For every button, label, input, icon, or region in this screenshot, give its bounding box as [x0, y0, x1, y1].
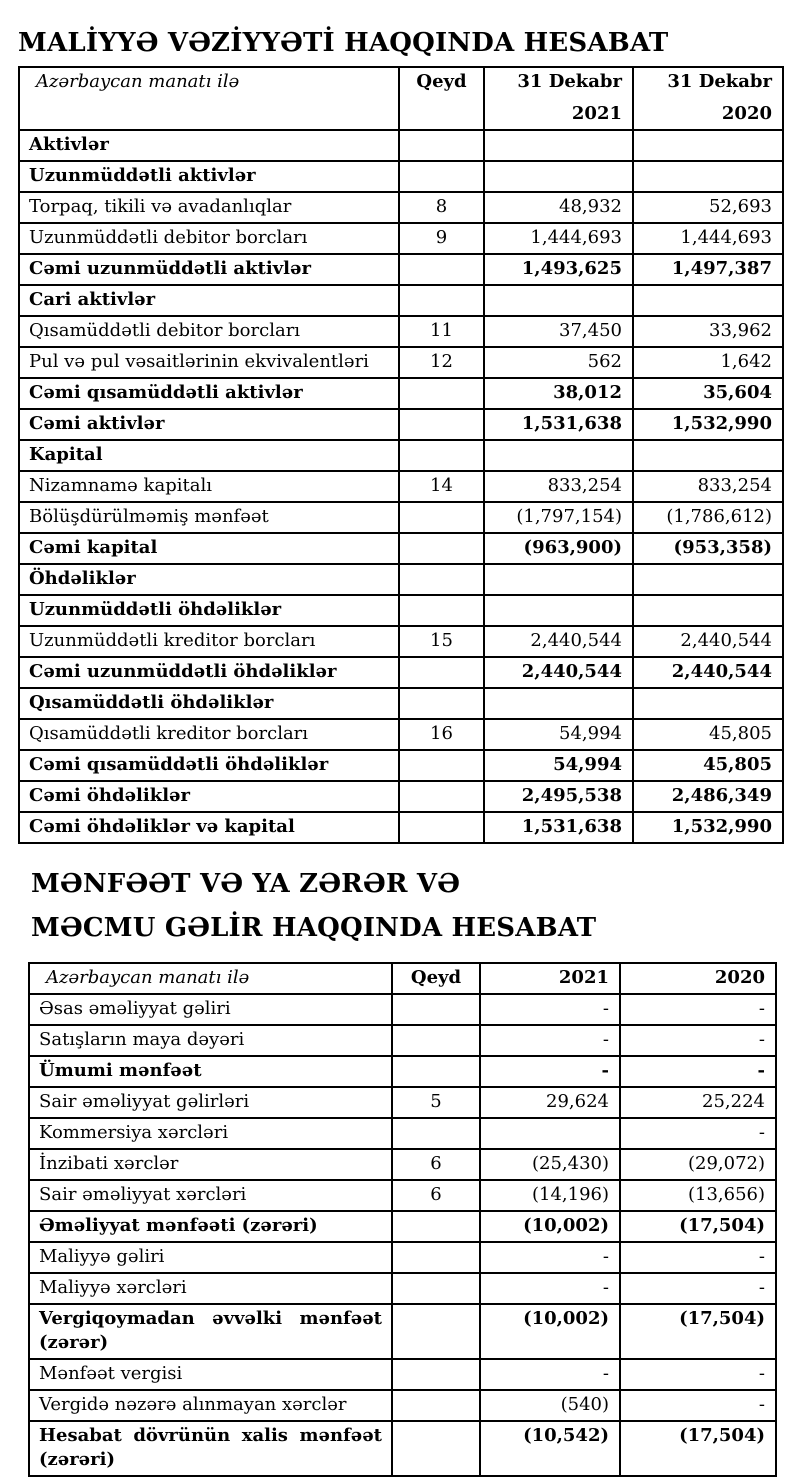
table-row	[29, 1359, 776, 1390]
value-2021-cell: -	[480, 1242, 620, 1273]
value-2020-cell: (1,786,612)	[633, 502, 783, 533]
value-2020-cell: 1,532,990	[633, 812, 783, 843]
value-2020-cell: -	[620, 994, 776, 1025]
table-row	[19, 223, 783, 254]
period-2021-date-line: 31 Dekabr	[517, 71, 622, 92]
note-cell: 11	[399, 316, 484, 347]
note-cell	[399, 657, 484, 688]
table-row	[19, 409, 783, 440]
table-row	[29, 1421, 776, 1476]
value-2021-cell: (10,002)	[480, 1211, 620, 1242]
value-2021-cell: 38,012	[484, 378, 633, 409]
note-cell: 8	[399, 192, 484, 223]
note-cell	[399, 750, 484, 781]
value-2020-cell: 1,444,693	[633, 223, 783, 254]
note-cell	[392, 1242, 480, 1273]
row-label-cell: Pul və pul vəsaitlərinin ekvivalentləri	[19, 347, 399, 378]
table-row	[29, 1118, 776, 1149]
note-column-header: Qeyd	[392, 963, 480, 994]
note-cell	[399, 254, 484, 285]
row-label-cell: Sair əməliyyat xərcləri	[29, 1180, 392, 1211]
table-row	[29, 1273, 776, 1304]
note-cell	[399, 595, 484, 626]
value-2021-cell: -	[480, 1025, 620, 1056]
note-cell	[392, 1273, 480, 1304]
note-cell	[392, 1390, 480, 1421]
value-2020-cell: -	[620, 1118, 776, 1149]
table-row	[19, 254, 783, 285]
value-2020-cell: (17,504)	[620, 1421, 776, 1476]
value-2020-cell: 2,440,544	[633, 657, 783, 688]
value-2020-cell: (29,072)	[620, 1149, 776, 1180]
period-2020-date-line: 31 Dekabr	[667, 71, 772, 92]
table-row	[19, 347, 783, 378]
row-label-cell: Nizamnamə kapitalı	[19, 471, 399, 502]
table-row	[19, 595, 783, 626]
value-2021-cell: 54,994	[484, 750, 633, 781]
row-label-cell: Maliyyə gəliri	[29, 1242, 392, 1273]
note-cell: 16	[399, 719, 484, 750]
value-2020-cell	[633, 688, 783, 719]
table-row	[19, 781, 783, 812]
note-column-header: Qeyd	[399, 67, 484, 130]
note-cell: 6	[392, 1180, 480, 1211]
value-2021-cell: 833,254	[484, 471, 633, 502]
table-row	[19, 657, 783, 688]
note-cell	[399, 533, 484, 564]
table-row	[29, 1025, 776, 1056]
value-2020-cell: (17,504)	[620, 1211, 776, 1242]
financial-position-body	[19, 130, 783, 843]
note-cell: 15	[399, 626, 484, 657]
row-label-cell: Aktivlər	[19, 130, 399, 161]
value-2020-cell: -	[620, 1056, 776, 1087]
note-cell: 12	[399, 347, 484, 378]
table-row	[29, 1211, 776, 1242]
value-2020-cell: 1,497,387	[633, 254, 783, 285]
table-header-row	[19, 67, 783, 130]
note-cell	[399, 781, 484, 812]
row-label-cell: Vergiqoymadan əvvəlki mənfəət (zərər)	[29, 1304, 392, 1359]
note-cell	[392, 1118, 480, 1149]
value-2021-cell: 2,440,544	[484, 657, 633, 688]
row-label-cell: Cəmi uzunmüddətli aktivlər	[19, 254, 399, 285]
table-row	[19, 719, 783, 750]
currency-unit-label: Azərbaycan manatı ilə	[19, 67, 399, 130]
table-row	[29, 1304, 776, 1359]
table-row	[29, 994, 776, 1025]
table-row	[29, 1242, 776, 1273]
value-2020-cell: -	[620, 1273, 776, 1304]
value-2020-cell: -	[620, 1025, 776, 1056]
value-2021-cell	[484, 285, 633, 316]
row-label-cell: Uzunmüddətli kreditor borcları	[19, 626, 399, 657]
profit-loss-header	[29, 963, 776, 994]
value-2020-cell: (13,656)	[620, 1180, 776, 1211]
period-2021-column-header	[484, 67, 633, 130]
table-row	[29, 1390, 776, 1421]
value-2020-cell: 1,532,990	[633, 409, 783, 440]
year-2021-column-header: 2021	[480, 963, 620, 994]
table-row	[19, 440, 783, 471]
value-2020-cell: (17,504)	[620, 1304, 776, 1359]
value-2021-cell: -	[480, 1273, 620, 1304]
row-label-cell: Uzunmüddətli öhdəliklər	[19, 595, 399, 626]
currency-unit-label: Azərbaycan manatı ilə	[29, 963, 392, 994]
table-row	[19, 502, 783, 533]
value-2021-cell: (963,900)	[484, 533, 633, 564]
value-2021-cell	[484, 595, 633, 626]
row-label-cell: Cəmi uzunmüddətli öhdəliklər	[19, 657, 399, 688]
value-2020-cell: 45,805	[633, 750, 783, 781]
value-2020-cell: 33,962	[633, 316, 783, 347]
year-2020-column-header: 2020	[620, 963, 776, 994]
value-2020-cell: 833,254	[633, 471, 783, 502]
table-row	[19, 130, 783, 161]
value-2021-cell: -	[480, 994, 620, 1025]
table-row	[19, 564, 783, 595]
value-2020-cell: 45,805	[633, 719, 783, 750]
value-2021-cell	[484, 688, 633, 719]
table-row	[19, 533, 783, 564]
row-label-cell: Cəmi öhdəliklər və kapital	[19, 812, 399, 843]
row-label-cell: Ümumi mənfəət	[29, 1056, 392, 1087]
note-cell	[392, 1025, 480, 1056]
value-2021-cell: 37,450	[484, 316, 633, 347]
row-label-cell: Qısamüddətli kreditor borcları	[19, 719, 399, 750]
value-2020-cell	[633, 130, 783, 161]
financial-position-header	[19, 67, 783, 130]
table-row	[19, 750, 783, 781]
table-row	[19, 688, 783, 719]
table-header-row	[29, 963, 776, 994]
note-cell: 14	[399, 471, 484, 502]
profit-loss-table	[28, 962, 777, 1477]
value-2020-cell	[633, 564, 783, 595]
value-2021-cell: 48,932	[484, 192, 633, 223]
row-label-cell: Cari aktivlər	[19, 285, 399, 316]
note-cell	[392, 1421, 480, 1476]
row-label-cell: Qısamüddətli debitor borcları	[19, 316, 399, 347]
row-label-cell: Cəmi aktivlər	[19, 409, 399, 440]
row-label-cell: Torpaq, tikili və avadanlıqlar	[19, 192, 399, 223]
note-cell	[392, 1304, 480, 1359]
financial-position-table	[18, 66, 784, 844]
table-row	[29, 1056, 776, 1087]
value-2020-cell	[633, 285, 783, 316]
row-label-cell: Cəmi qısamüddətli öhdəliklər	[19, 750, 399, 781]
table-row	[29, 1149, 776, 1180]
row-label-cell: Vergidə nəzərə alınmayan xərclər	[29, 1390, 392, 1421]
value-2021-cell: 1,531,638	[484, 409, 633, 440]
note-cell	[399, 502, 484, 533]
profit-loss-title	[0, 844, 800, 962]
value-2021-cell	[484, 130, 633, 161]
note-cell	[392, 1359, 480, 1390]
note-cell	[399, 378, 484, 409]
profit-loss-title-line1: MƏNFƏƏT VƏ YA ZƏRƏR VƏ	[31, 869, 461, 899]
note-cell	[399, 409, 484, 440]
row-label-cell: Satışların maya dəyəri	[29, 1025, 392, 1056]
value-2021-cell: 2,440,544	[484, 626, 633, 657]
value-2021-cell: (10,002)	[480, 1304, 620, 1359]
value-2021-cell: (25,430)	[480, 1149, 620, 1180]
row-label-cell: Cəmi kapital	[19, 533, 399, 564]
value-2021-cell: 29,624	[480, 1087, 620, 1118]
note-cell: 9	[399, 223, 484, 254]
note-cell: 5	[392, 1087, 480, 1118]
table-row	[19, 316, 783, 347]
row-label-cell: Sair əməliyyat gəlirləri	[29, 1087, 392, 1118]
value-2021-cell: 54,994	[484, 719, 633, 750]
value-2021-cell	[484, 440, 633, 471]
value-2021-cell: (1,797,154)	[484, 502, 633, 533]
row-label-cell: Əsas əməliyyat gəliri	[29, 994, 392, 1025]
value-2021-cell	[484, 564, 633, 595]
value-2020-cell: 2,440,544	[633, 626, 783, 657]
row-label-cell: Kommersiya xərcləri	[29, 1118, 392, 1149]
table-row	[29, 1087, 776, 1118]
note-cell	[392, 1211, 480, 1242]
row-label-cell: Əməliyyat mənfəəti (zərəri)	[29, 1211, 392, 1242]
note-cell	[399, 285, 484, 316]
table-row	[19, 192, 783, 223]
note-cell: 6	[392, 1149, 480, 1180]
row-label-cell: Uzunmüddətli debitor borcları	[19, 223, 399, 254]
table-row	[29, 1180, 776, 1211]
financial-position-title: MALİYYƏ VƏZİYYƏTİ HAQQINDA HESABAT	[18, 28, 669, 58]
table-row	[19, 626, 783, 657]
row-label-cell: Öhdəliklər	[19, 564, 399, 595]
row-label-cell: Hesabat dövrünün xalis mənfəət (zərəri)	[29, 1421, 392, 1476]
row-label-cell: Cəmi qısamüddətli aktivlər	[19, 378, 399, 409]
value-2020-cell: -	[620, 1390, 776, 1421]
value-2021-cell: 1,444,693	[484, 223, 633, 254]
value-2020-cell: 35,604	[633, 378, 783, 409]
table-row	[19, 285, 783, 316]
row-label-cell: İnzibati xərclər	[29, 1149, 392, 1180]
note-cell	[399, 564, 484, 595]
value-2021-cell: (540)	[480, 1390, 620, 1421]
note-cell	[399, 688, 484, 719]
table-row	[19, 471, 783, 502]
value-2020-cell: -	[620, 1242, 776, 1273]
note-cell	[399, 812, 484, 843]
value-2020-cell: -	[620, 1359, 776, 1390]
note-cell	[392, 1056, 480, 1087]
table-row	[19, 378, 783, 409]
row-label-cell: Uzunmüddətli aktivlər	[19, 161, 399, 192]
value-2021-cell: (14,196)	[480, 1180, 620, 1211]
value-2021-cell: -	[480, 1056, 620, 1087]
note-cell	[399, 130, 484, 161]
value-2020-cell: 1,642	[633, 347, 783, 378]
value-2021-cell: (10,542)	[480, 1421, 620, 1476]
table-row	[19, 161, 783, 192]
value-2020-cell	[633, 440, 783, 471]
value-2021-cell: 1,493,625	[484, 254, 633, 285]
period-2020-column-header	[633, 67, 783, 130]
row-label-cell: Kapital	[19, 440, 399, 471]
value-2020-cell	[633, 595, 783, 626]
row-label-cell: Mənfəət vergisi	[29, 1359, 392, 1390]
profit-loss-title-line2: MƏCMU GƏLİR HAQQINDA HESABAT	[31, 913, 597, 943]
value-2020-cell: (953,358)	[633, 533, 783, 564]
row-label-cell: Cəmi öhdəliklər	[19, 781, 399, 812]
value-2020-cell: 52,693	[633, 192, 783, 223]
table-row	[19, 812, 783, 843]
row-label-cell: Maliyyə xərcləri	[29, 1273, 392, 1304]
note-cell	[399, 440, 484, 471]
value-2020-cell: 25,224	[620, 1087, 776, 1118]
value-2020-cell	[633, 161, 783, 192]
value-2021-cell: 1,531,638	[484, 812, 633, 843]
row-label-cell: Qısamüddətli öhdəliklər	[19, 688, 399, 719]
value-2021-cell: -	[480, 1359, 620, 1390]
value-2021-cell: 2,495,538	[484, 781, 633, 812]
note-cell	[399, 161, 484, 192]
row-label-cell: Bölüşdürülməmiş mənfəət	[19, 502, 399, 533]
value-2021-cell	[484, 161, 633, 192]
value-2021-cell	[480, 1118, 620, 1149]
profit-loss-body	[29, 994, 776, 1476]
period-2020-year-line: 2020	[721, 103, 772, 124]
note-cell	[392, 994, 480, 1025]
period-2021-year-line: 2021	[571, 103, 622, 124]
value-2020-cell: 2,486,349	[633, 781, 783, 812]
value-2021-cell: 562	[484, 347, 633, 378]
